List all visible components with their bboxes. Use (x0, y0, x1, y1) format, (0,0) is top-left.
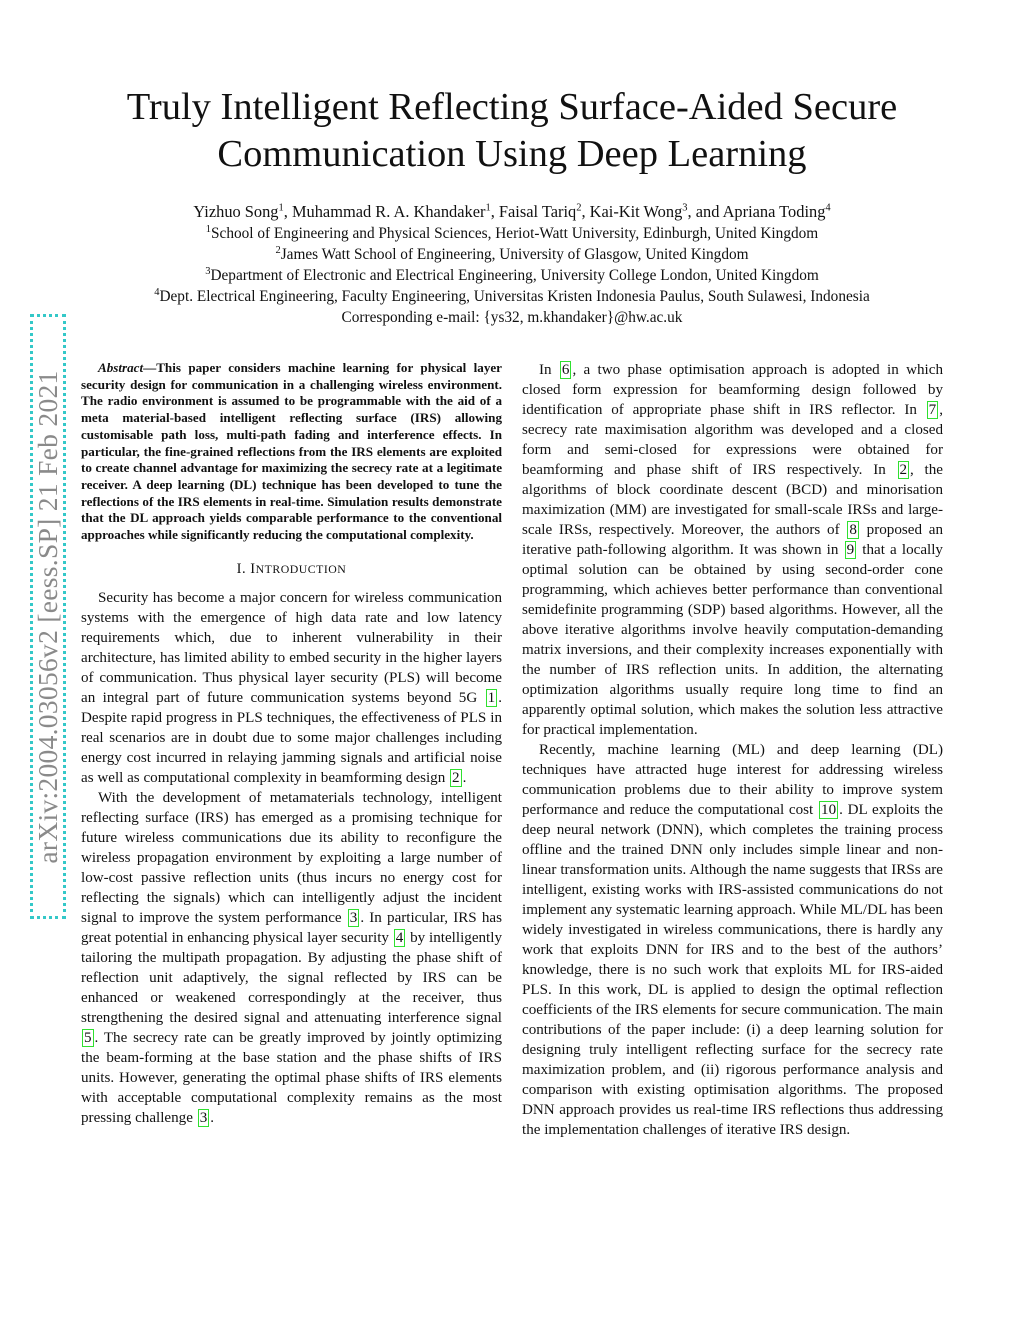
paragraph-text: that a locally optimal solution can be obtained by using second-order cone programming, which achieves better performance than conventional semidefinite programming (SDP) based algorithms. However, all the above iterative algorithms involve heavily computation-demanding matrix inversions, and their complexity increases exponentially with the number of IRS reflection units. In addition, the alternating optimization algorithms usually require long time to find an apparently optimal solution, which makes the solution less attractive for practical implementation. (522, 542, 943, 738)
paragraph-text: by intelligently tailoring the multipath propagation. By adjusting the phase shift of reflection unit adaptively, the signal reflected by IRS can be enhanced or weakened correspondingly at the receiver, thus strengthening the desired signal and attenuating interference signal (81, 929, 502, 1026)
abstract-label: Abstract (98, 360, 144, 375)
abstract-text: This paper considers machine learning for physical layer security design for communication in a challenging wireless environment. The radio environment is assumed to be programmable with the aid of a meta material-based intelligent reflecting surface (IRS) allowing customisable path loss, multi-path fading and interference effects. In particular, the fine-grained reflections from the IRS elements are exploited to create channel advantage for maximizing the secrecy rate at a legitimate receiver. A deep learning (DL) technique has been developed to tune the reflections of the IRS elements in real-time. Simulation results demonstrate that the DL approach yields comparable performance to the conventional approaches while significantly reducing the computational complexity. (81, 360, 502, 543)
paper-title (60, 84, 964, 178)
section-initial: I (250, 560, 256, 577)
affiliation-1 (40, 224, 984, 244)
affiliation-2 (40, 245, 984, 265)
paragraph-text: Security has become a major concern for wireless communication systems with the emergence of high data rate and low latency requirements which, due to inherent vulnerability in their architecture, has limited ability to embed security in the higher layers of communication. Thus physical layer security (PLS) will become an integral part of future communication systems beyond 5G (81, 589, 502, 706)
paragraph-text: , the algorithms of block coordinate descent (BCD) and minorisation maximization (MM) are investigated for small-scale IRSs and large-scale IRSs, respectively. Moreover, the authors of (522, 462, 943, 538)
paragraph-text: Recently, machine learning (ML) and deep learning (DL) techniques have attracted huge interest for addressing wireless communication problems due to their ability to improve system performance and reduce the computational cost (522, 742, 943, 818)
paragraph-text: . (210, 1109, 215, 1126)
author-name: Faisal Tariq (498, 202, 577, 221)
citation-link[interactable]: 8 (849, 522, 857, 538)
citation-link[interactable]: 3 (199, 1109, 208, 1126)
arxiv-stamp[interactable] (30, 314, 66, 919)
author-separator: , (490, 202, 499, 221)
citation-link[interactable]: 6 (561, 362, 570, 378)
section-title-rest: NTRODUCTION (255, 561, 347, 576)
author-name: Yizhuo Song (193, 202, 279, 221)
right-column (522, 360, 943, 1140)
affiliation-text: James Watt School of Engineering, University of Glasgow, United Kingdom (280, 246, 749, 263)
title-line-1: Truly Intelligent Reflecting Surface-Aided Secure (126, 86, 898, 128)
citation-link[interactable]: 4 (395, 929, 404, 946)
paragraph-text: . (462, 769, 467, 786)
paragraph-text: In (539, 362, 559, 378)
affiliation-text: Department of Electronic and Electrical Engineering, University College London, United Kingdom (210, 267, 819, 284)
email-address[interactable]: {ys32, m.khandaker}@hw.ac.uk (483, 309, 683, 326)
intro-paragraph-3 (522, 360, 943, 740)
paragraph-text: proposed an iterative path-following algorithm. It was shown in (522, 522, 943, 558)
affiliation-text: School of Engineering and Physical Sciences, Heriot-Watt University, Edinburgh, United Kingdom (211, 225, 819, 242)
paragraph-text: . The secrecy rate can be greatly improved by jointly optimizing the beam-forming at the base station and the phase shifts of IRS units. However, generating the optimal phase shifts of IRS elements with acceptable computational complexity remains as the most pressing challenge (81, 1029, 502, 1126)
author-sup: 3 (682, 202, 688, 214)
author-name: Kai-Kit Wong (589, 202, 683, 221)
paragraph-text: With the development of metamaterials technology, intelligent reflecting surface (IRS) has emerged as a promising technique for future wireless communications due its ability to reconfigure the wireless propagation environment by exploiting a large number of low-cost passive reflection units (thus incurs no energy cost for reflecting the signals) which can intelligently adjust the incident signal to improve the system performance (81, 789, 502, 926)
author-name: Muhammad R. A. Khandaker (291, 202, 486, 221)
citation-link[interactable]: 2 (452, 769, 460, 786)
author-sup: 1 (278, 202, 284, 214)
title-line-2: Communication Using Deep Learning (217, 133, 807, 175)
citation-link[interactable]: 3 (349, 909, 358, 926)
arxiv-identifier: arXiv:2004.03056v2 [eess.SP] 21 Feb 2021 (32, 369, 63, 864)
paragraph-text: . In particular, IRS has great potential in enhancing physical layer security (81, 909, 502, 946)
affiliation-sup: 4 (154, 286, 160, 298)
author-sup: 2 (576, 202, 582, 214)
author-separator: , and (687, 202, 723, 221)
affiliation-4 (40, 287, 984, 307)
intro-paragraph-1 (81, 588, 502, 788)
intro-paragraph-2 (81, 788, 502, 1128)
author-separator: , (581, 202, 590, 221)
author-list (60, 200, 964, 224)
author-sup: 1 (485, 202, 491, 214)
author-name: Apriana Toding (722, 202, 826, 221)
paragraph-text: , secrecy rate maximisation algorithm was developed and a closed form and semi-closed for expressions were obtained for beamforming and phase shift of IRS respectively. In (522, 402, 943, 478)
affiliation-text: Dept. Electrical Engineering, Faculty Engineering, Universitas Kristen Indonesia Paulus, South Sulawesi, Indonesia (159, 288, 870, 305)
left-column (81, 360, 502, 1128)
paragraph-text: . DL exploits the deep neural network (DNN), which completes the training process offline and the trained DNN only includes simple linear and non-linear transformation units. Although the name suggests that IRSs are intelligent, existing works with IRS-assisted communications do not implement any systematic learning approach. While ML/DL has been widely investigated in wireless communications, there is hardly any work that exploits DNN for IRS and to the best of the authors’ knowledge, there is no such work that exploits ML for IRS-aided PLS. In this work, DL is applied to design the optimal reflection coefficients of the IRS elements for secure communication. The main contributions of the paper include: (i) a deep learning solution for designing truly intelligent reflecting surface for the secrecy rate maximization problem, and (ii) rigorous performance analysis and comparison with existing optimisation algorithms. The proposed DNN approach provides us real-time IRS reflections thus addressing the implementation challenges of iterative IRS design. (522, 802, 943, 1138)
citation-link[interactable]: 1 (487, 689, 496, 706)
citation-link[interactable]: 7 (928, 402, 937, 418)
affiliation-sup: 1 (205, 223, 212, 235)
author-sup: 4 (825, 202, 831, 214)
author-separator: , (283, 202, 292, 221)
email-label: Corresponding e-mail: (341, 309, 484, 326)
abstract (81, 360, 502, 544)
affiliation-sup: 3 (205, 265, 211, 277)
paragraph-text: . Despite rapid progress in PLS techniques, the effectiveness of PLS in real scenarios are in doubt due to some major challenges including energy cost incurred in relaying jamming signals and artificial noise as well as computational complexity in beamforming design (81, 689, 502, 786)
citation-link[interactable]: 5 (84, 1029, 92, 1046)
affiliation-3 (40, 266, 984, 286)
section-heading-introduction (81, 559, 502, 579)
corresponding-email (40, 308, 984, 328)
citation-link[interactable]: 2 (899, 462, 908, 478)
abstract-dash: — (143, 360, 157, 375)
paragraph-text: , a two phase optimisation approach is adopted in which closed form expression for beamforming design followed by identification of appropriate phase shift in IRS reflector. In (522, 362, 943, 418)
citation-link[interactable]: 9 (846, 542, 855, 558)
section-numeral: I. (236, 560, 251, 577)
affiliation-sup: 2 (275, 244, 281, 256)
citation-link[interactable]: 10 (821, 802, 837, 818)
intro-paragraph-4 (522, 740, 943, 1140)
